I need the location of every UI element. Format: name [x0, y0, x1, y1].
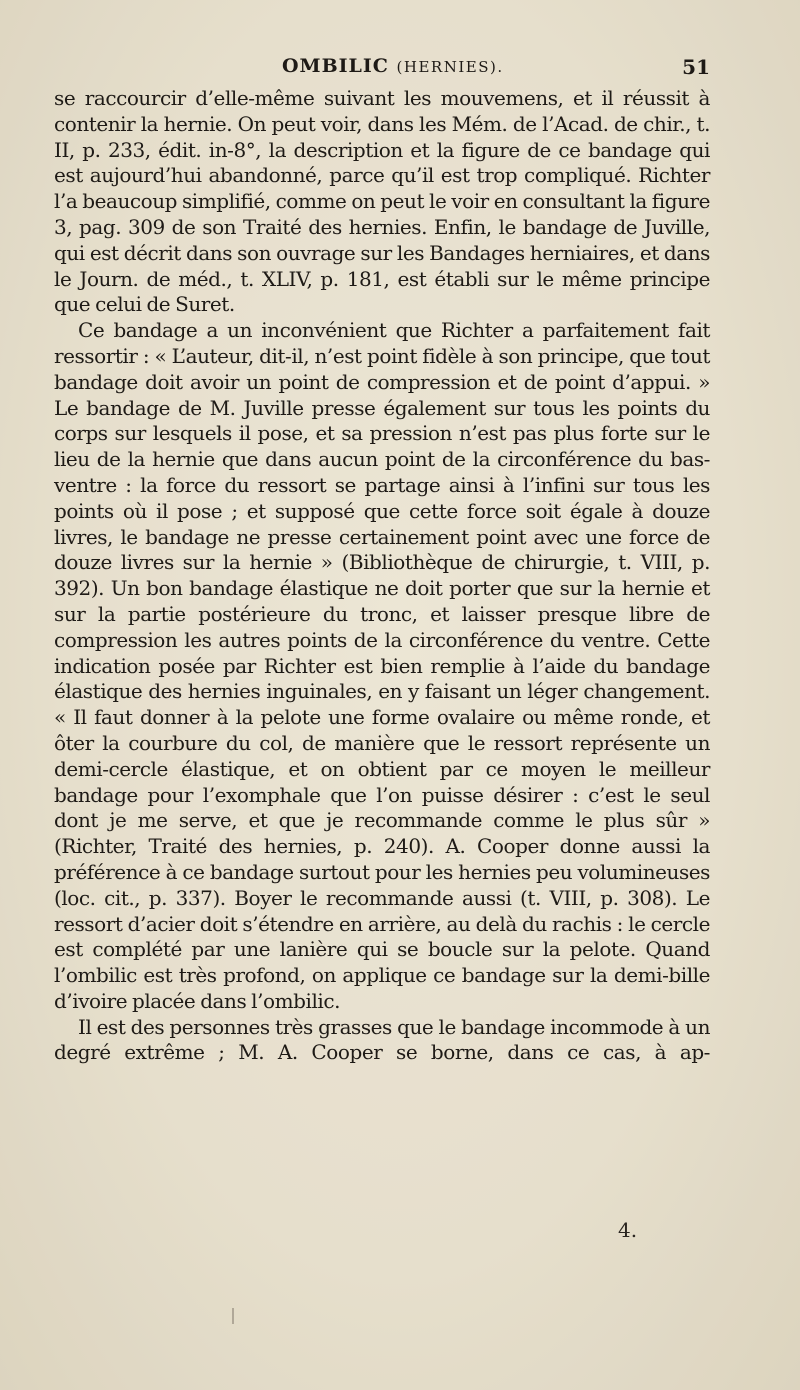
paragraph-1: se raccourcir d’elle-même suivant les mouvemens, et il réussit à contenir la hernie. On peut voir, dans les Mém. de l’Acad. de chir., t. II, p. 233, édit. in-8°, la description et la figure de ce bandage qui est aujourd’hui abandonné, parce qu’il est trop compliqué. Richter l’a beaucoup simplifié, comme on peut le voir en consultant la figure 3, pag. 309 de son Traité des hernies. Enfin, le bandage de Juville, qui est décrit dans son ouvrage sur les Bandages herniaires, et dans le Journ. de méd., t. XLIV, p. 181, est établi sur le même principe que celui de Suret. — [54, 86, 710, 317]
paragraph-3: Il est des personnes très grasses que le bandage incommode à un degré extrême ; M. A. Cooper se borne, dans ce cas, à ap- — [54, 1014, 710, 1065]
page-header — [54, 55, 710, 85]
signature-mark: 4. — [618, 1218, 638, 1242]
body-text — [54, 86, 710, 1066]
paragraph-2: Ce bandage a un inconvénient que Richter a parfaitement fait ressortir : « L’auteur, dit-il, n’est point fidèle à son principe, que tout bandage doit avoir un point de compression et de point d’appui. » Le bandage de M. Juville presse également sur tous les points du corps sur lesquels il pose, et sa pression n’est pas plus forte sur le lieu de la hernie que dans aucun point de la circonférence du bas-ventre : la force du ressort se partage ainsi à l’infini sur tous les points où il pose ; et supposé que cette force soit égale à douze livres, le bandage ne presse certainement point avec une force de douze livres sur la hernie » (Bibliothèque de chirurgie, t. VIII, p. 392). Un bon bandage élastique ne doit porter que sur la hernie et sur la partie postérieure du tronc, et laisser presque libre de compression les autres points de la circonférence du ventre. Cette indication posée par Richter est bien remplie à l’aide du bandage élastique des hernies inguinales, en y faisant un léger changement. « Il faut donner à la pelote une forme ovalaire ou même ronde, et ôter la courbure du col, de manière que le ressort représente un demi-cercle élastique, et on obtient par ce moyen le meilleur bandage pour l’exomphale que l’on puisse désirer : c’est le seul dont je me serve, et que je recommande comme le plus sûr » (Richter, Traité des hernies, p. 240). A. Cooper donne aussi la préférence à ce bandage surtout pour les hernies peu volumineuses (loc. cit., p. 337). Boyer le recommande aussi (t. VIII, p. 308). Le ressort d’acier doit s’étendre en arrière, au delà du rachis : le cercle est complété par une lanière qui se boucle sur la pelote. Quand l’ombilic est très profond, on applique ce bandage sur la demi-bille d’ivoire placée dans l’ombilic. — [54, 318, 710, 1013]
running-title-sub: (HERNIES). — [396, 58, 504, 76]
running-title — [282, 55, 504, 77]
running-title-main: OMBILIC — [282, 55, 389, 77]
page-number: 51 — [682, 55, 710, 79]
ink-mark — [232, 1308, 234, 1324]
